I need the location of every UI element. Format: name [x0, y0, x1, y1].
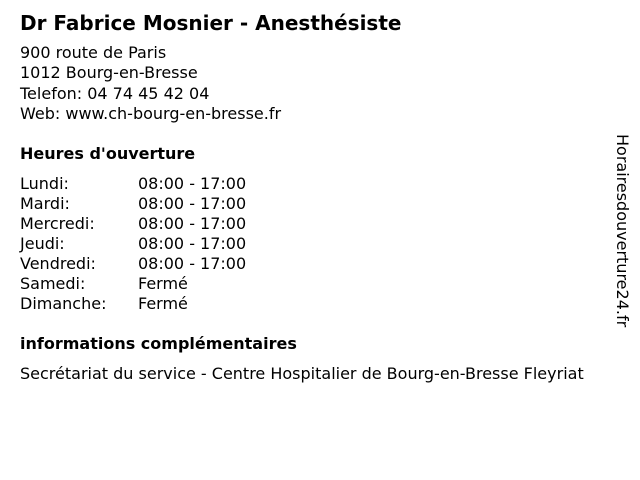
day-label: Samedi: [20, 274, 86, 293]
time-value: 08:00 - 17:00 [138, 174, 247, 193]
info-text: Secrétariat du service - Centre Hospitalier de Bourg-en-Bresse Fleyriat [20, 364, 584, 383]
website-link: Web: www.ch-bourg-en-bresse.fr [20, 103, 282, 123]
hours-row-saturday [20, 274, 246, 294]
day-label: Mercredi: [20, 214, 95, 233]
time-value: 08:00 - 17:00 [138, 234, 247, 253]
hours-row-friday [20, 254, 246, 274]
day-label: Vendredi: [20, 254, 96, 273]
site-watermark: Horairesdouverture24.fr [613, 134, 632, 328]
hours-row-monday [20, 174, 246, 194]
city-address: 1012 Bourg-en-Bresse [20, 63, 198, 83]
info-heading: informations complémentaires [20, 334, 297, 353]
time-value: 08:00 - 17:00 [138, 254, 247, 273]
hours-heading: Heures d'ouverture [20, 144, 196, 163]
page-title: Dr Fabrice Mosnier - Anesthésiste [20, 11, 402, 35]
hours-row-sunday [20, 294, 246, 314]
address-block [20, 43, 281, 124]
hours-row-tuesday [20, 194, 246, 214]
day-label: Mardi: [20, 194, 70, 213]
street-address: 900 route de Paris [20, 43, 167, 62]
day-label: Jeudi: [20, 234, 65, 253]
hours-row-wednesday [20, 214, 246, 234]
opening-hours-list [20, 174, 246, 314]
time-value: 08:00 - 17:00 [138, 194, 247, 213]
time-value: Fermé [138, 274, 188, 293]
day-label: Lundi: [20, 174, 69, 193]
time-value: Fermé [138, 294, 188, 313]
day-label: Dimanche: [20, 294, 107, 313]
hours-row-thursday [20, 234, 246, 254]
phone-number: Telefon: 04 74 45 42 04 [20, 83, 210, 103]
time-value: 08:00 - 17:00 [138, 214, 247, 233]
